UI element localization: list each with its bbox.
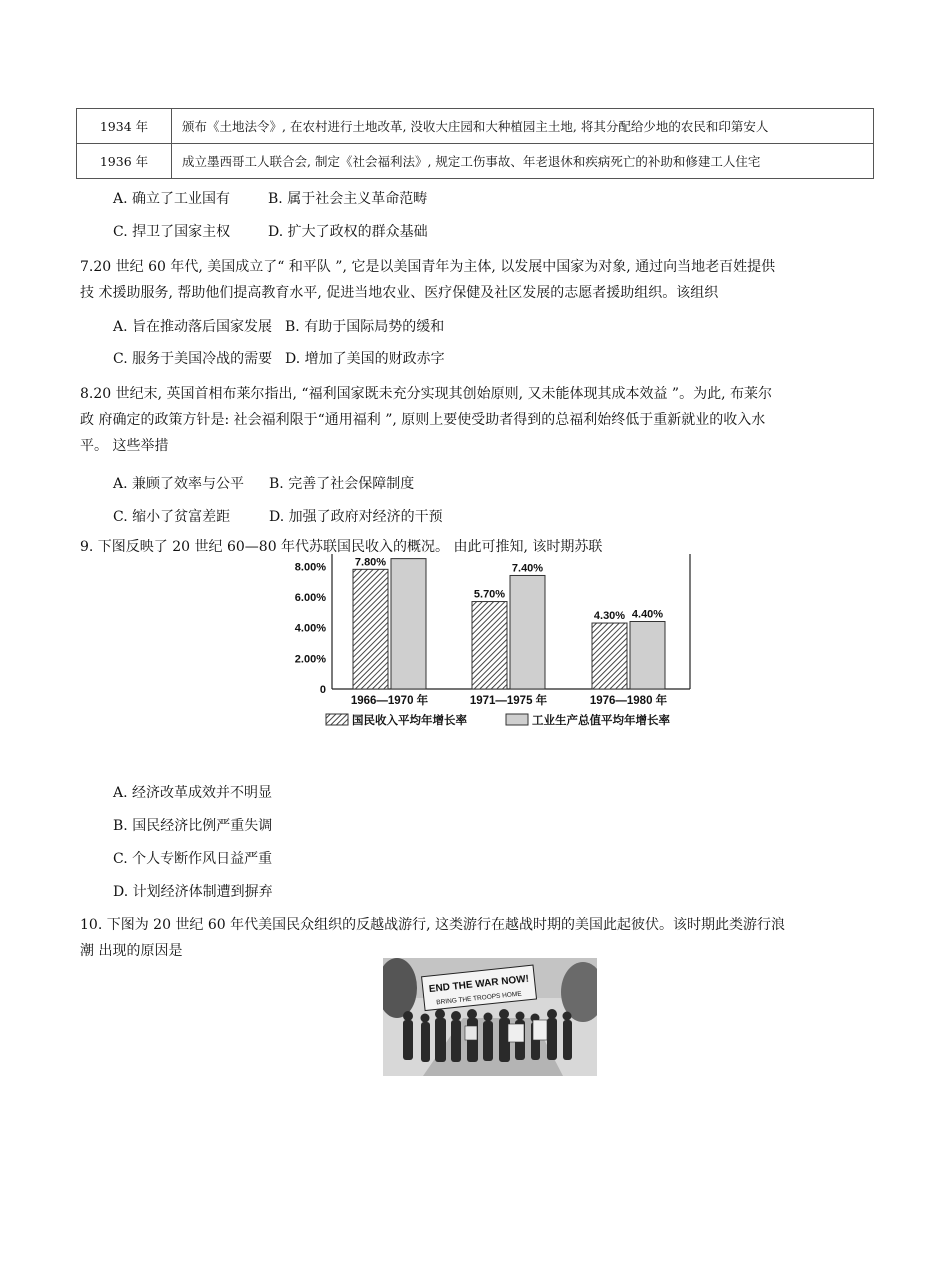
q10-line-1: 10. 下图为 20 世纪 60 年代美国民众组织的反越战游行, 这类游行在越战时期的美国此起彼伏。该时期此类游行浪	[80, 917, 786, 933]
bar-national-income	[592, 623, 627, 689]
q7-option-a[interactable]: A. 旨在推动落后国家发展	[113, 319, 273, 335]
income-growth-chart	[290, 550, 710, 730]
year-cell: 1936 年	[77, 144, 172, 179]
q7-options-row1	[113, 316, 444, 336]
legend-label-industrial-output: 工业生产总值平均年增长率	[532, 715, 670, 727]
anti-war-protest-photo	[383, 958, 597, 1076]
q9-option-b[interactable]: B. 国民经济比例严重失调	[113, 818, 273, 834]
table-row	[77, 144, 874, 179]
bar-national-income	[353, 569, 388, 689]
banner-line-1: END THE WAR NOW!	[428, 973, 530, 996]
events-table	[76, 108, 874, 179]
x-category-label: 1976—1980 年	[589, 695, 668, 707]
q6-option-b[interactable]: B. 属于社会主义革命范畴	[268, 191, 428, 207]
q8-option-a[interactable]: A. 兼顾了效率与公平	[113, 476, 245, 492]
x-category-label: 1966—1970 年	[350, 695, 429, 707]
question-7-stem	[80, 254, 880, 306]
q7-option-c[interactable]: C. 服务于美国冷战的需要	[113, 351, 273, 367]
bar-industrial-output	[630, 622, 665, 690]
q7-options-row2	[113, 348, 445, 368]
q8-options-row2	[113, 506, 443, 526]
q8-line-3: 平。 这些举措	[80, 438, 169, 454]
year-cell: 1934 年	[77, 109, 172, 144]
bar-data-label: 7.80%	[354, 556, 387, 569]
legend-label-national-income: 国民收入平均年增长率	[352, 715, 467, 727]
bar-national-income	[472, 602, 507, 689]
legend-swatch-industrial-output	[506, 714, 528, 725]
event-cell: 成立墨西哥工人联合会, 制定《社会福利法》, 规定工伤事故、年老退休和疾病死亡的补助和修建工人住宅	[172, 144, 874, 179]
q8-option-c[interactable]: C. 缩小了贫富差距	[113, 509, 231, 525]
bar-data-label: 4.30%	[593, 610, 626, 623]
bar-data-label: 7.40%	[511, 562, 544, 575]
q8-option-b[interactable]: B. 完善了社会保障制度	[269, 476, 415, 492]
question-10-stem	[80, 912, 880, 964]
q7-option-b[interactable]: B. 有助于国际局势的缓和	[285, 319, 445, 335]
q9-option-c[interactable]: C. 个人专断作风日益严重	[113, 851, 273, 867]
q7-line-1: 7.20 世纪 60 年代, 美国成立了“ 和平队 ”, 它是以美国青年为主体, 以发展中国家为对象, 通过向当地老百姓提供	[80, 259, 776, 275]
y-tick-label: 6.00%	[294, 591, 326, 604]
y-tick-label: 0	[319, 684, 326, 696]
bar-data-label: 4.40%	[631, 608, 664, 621]
q7-line-2: 技 术援助服务, 帮助他们提高教育水平, 促进当地农业、医疗保健及社区发展的志愿者援助组织。该组织	[80, 285, 719, 301]
q6-option-a[interactable]: A. 确立了工业国有	[113, 191, 231, 207]
y-tick-label: 2.00%	[294, 653, 326, 666]
q9-option-a[interactable]: A. 经济改革成效并不明显	[113, 785, 273, 801]
q6-options-row2	[113, 221, 428, 241]
event-cell: 颁布《土地法令》, 在农村进行土地改革, 没收大庄园和大种植园主土地, 将其分配给少地的农民和印第安人	[172, 109, 874, 144]
bar-industrial-output	[391, 559, 426, 689]
table-row	[77, 109, 874, 144]
q7-option-d[interactable]: D. 增加了美国的财政赤字	[285, 351, 445, 367]
bar-data-label: 5.70%	[473, 588, 506, 601]
bar-industrial-output	[510, 575, 545, 689]
legend-swatch-national-income	[326, 714, 348, 725]
q8-option-d[interactable]: D. 加强了政府对经济的干预	[269, 509, 443, 525]
q8-line-2: 政 府确定的政策方针是: 社会福利限于“通用福利 ”, 原则上要使受助者得到的总福利始终低于重新就业的收入水	[80, 412, 766, 428]
q9-option-d[interactable]: D. 计划经济体制遭到摒弃	[113, 884, 273, 900]
banner-line-2: BRING THE TROOPS HOME	[436, 990, 522, 1007]
question-8-stem	[80, 381, 880, 459]
x-category-label: 1971—1975 年	[469, 695, 548, 707]
q6-option-c[interactable]: C. 捍卫了国家主权	[113, 224, 231, 240]
q8-line-1: 8.20 世纪末, 英国首相布莱尔指出, “福利国家既未充分实现其创始原则, 又未能体现其成本效益 ”。为此, 布莱尔	[80, 386, 772, 402]
question-9-stem: 9. 下图反映了 20 世纪 60—80 年代苏联国民收入的概况。 由此可推知, 该时期苏联	[80, 539, 603, 555]
q6-options-row1	[113, 188, 427, 208]
q10-line-2: 潮 出现的原因是	[80, 943, 183, 959]
q8-options-row1	[113, 473, 414, 493]
y-tick-label: 8.00%	[294, 561, 326, 574]
y-tick-label: 4.00%	[294, 622, 326, 635]
q6-option-d[interactable]: D. 扩大了政权的群众基础	[268, 224, 428, 240]
